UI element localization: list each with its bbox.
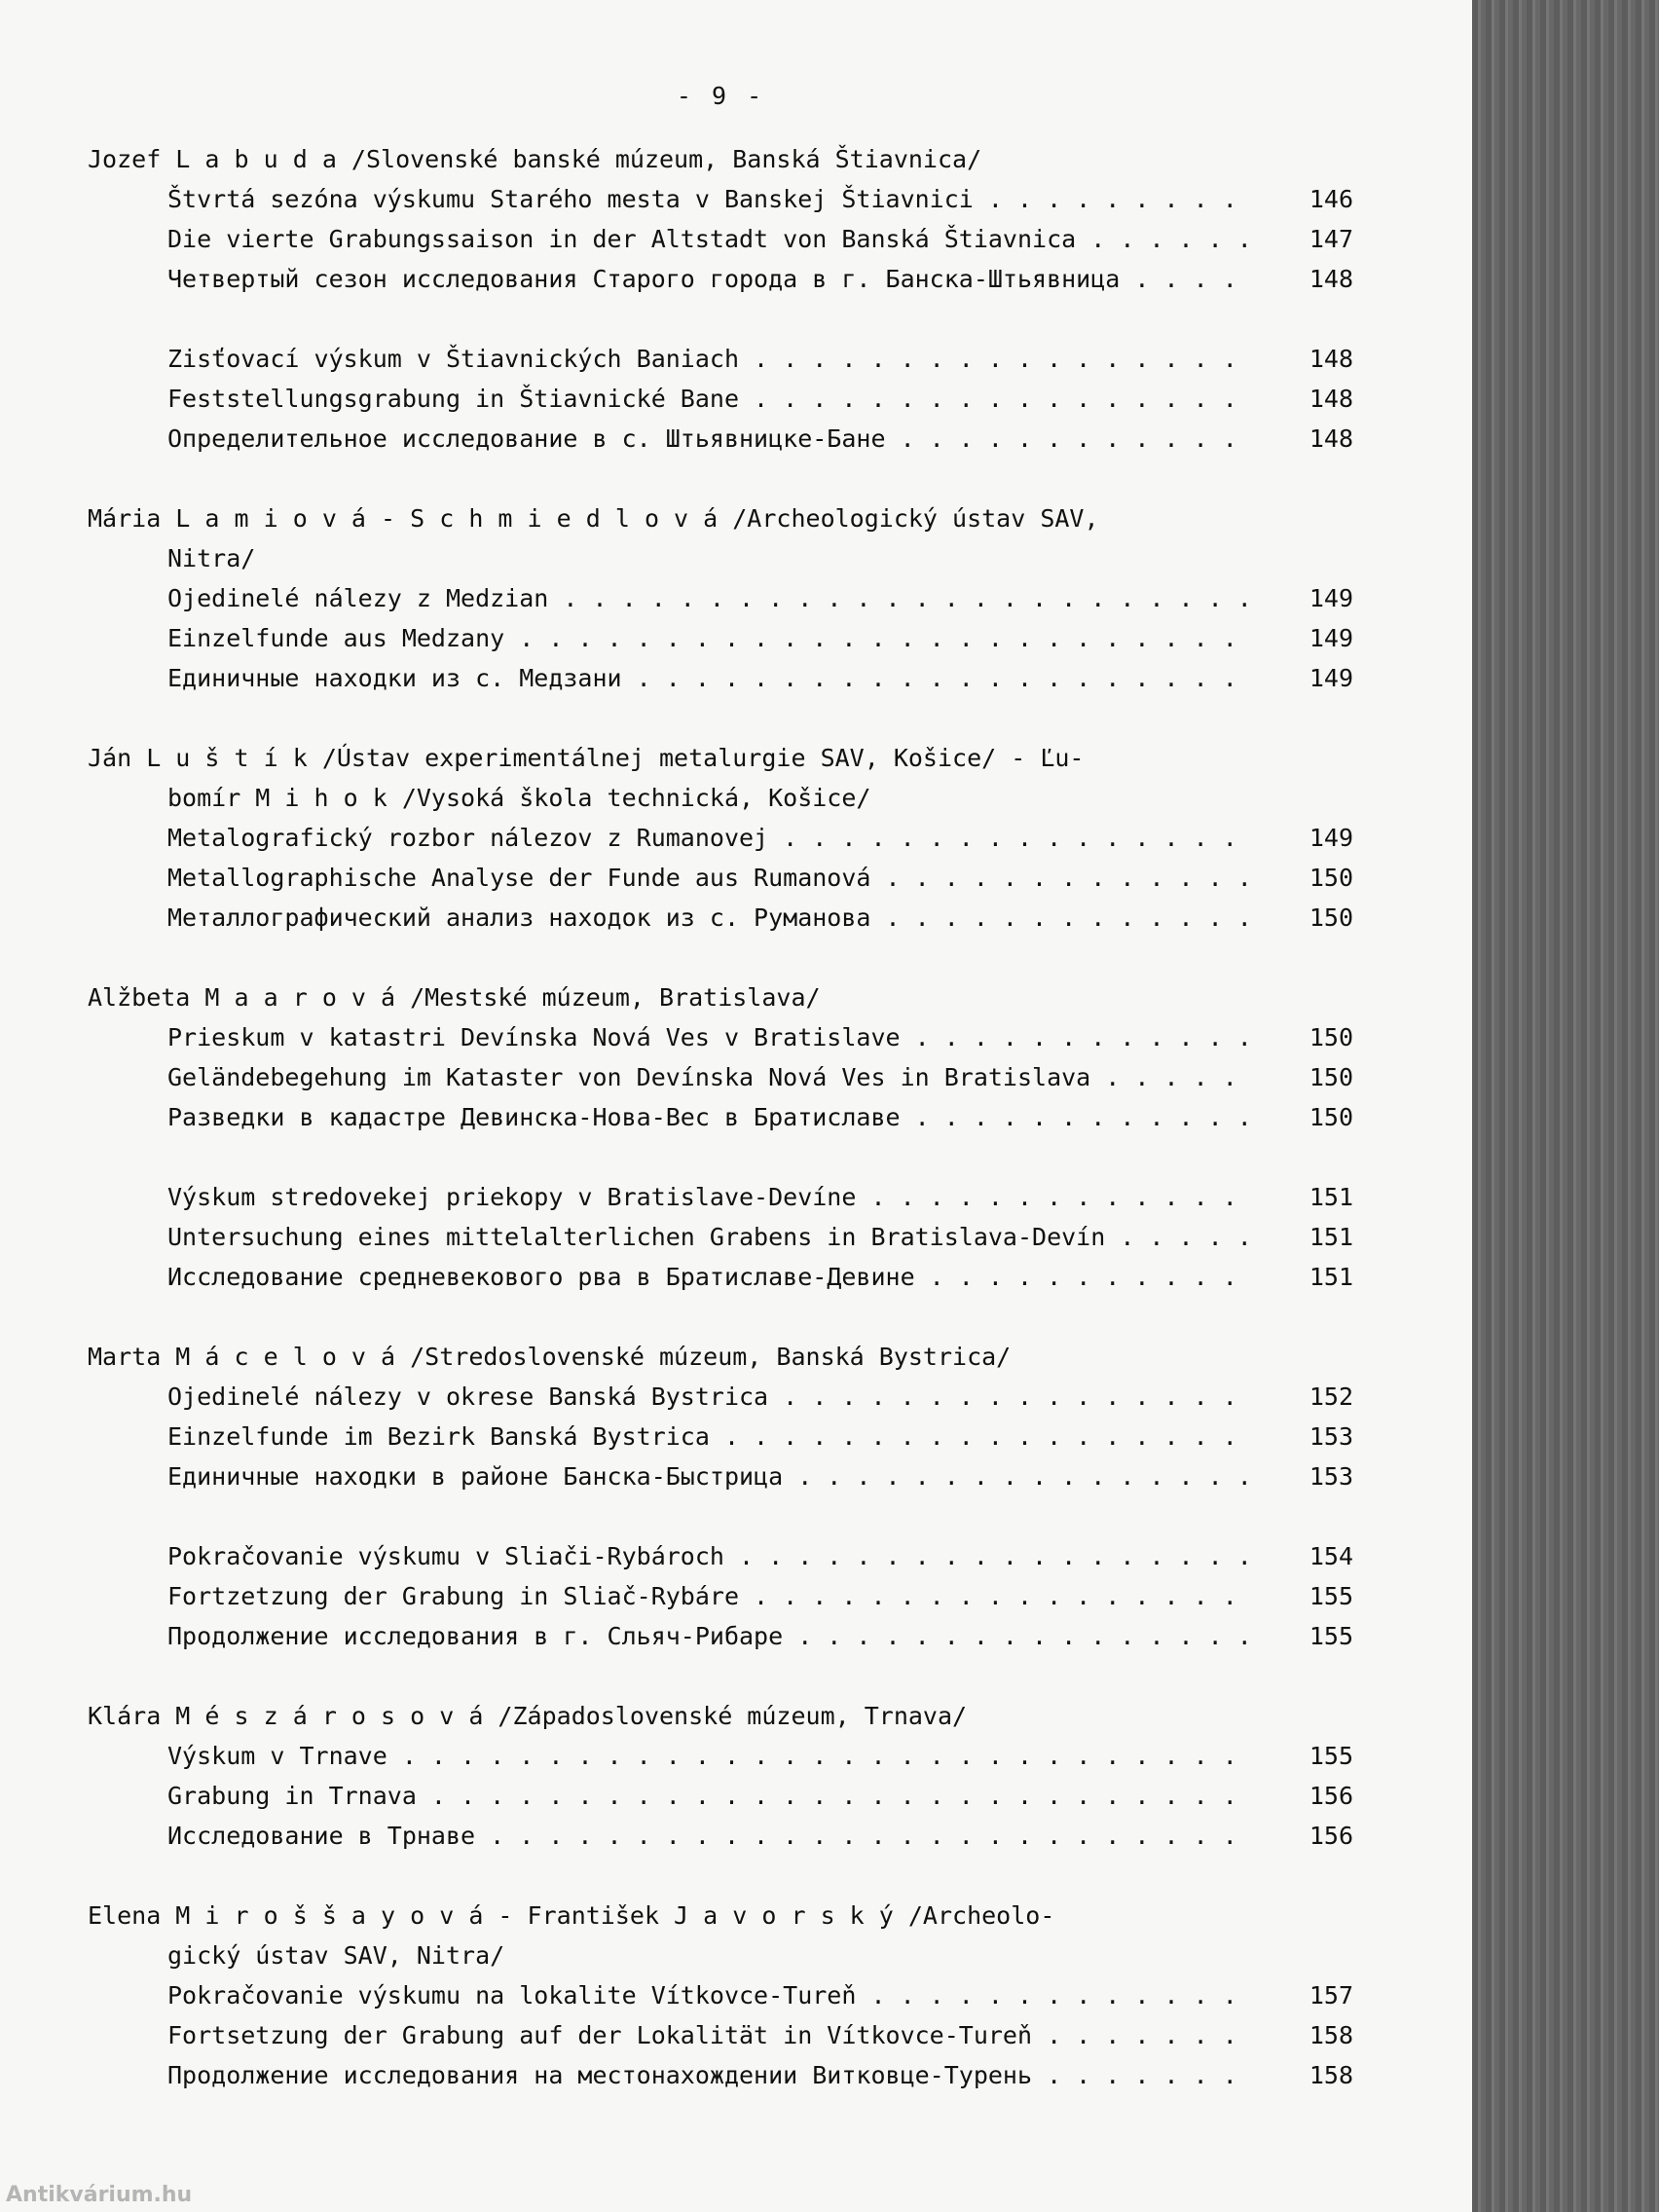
entry-page-number: 151 — [1309, 1263, 1353, 1291]
entry-page-number: 155 — [1309, 1582, 1353, 1610]
toc-section — [88, 1337, 1353, 1656]
entry-title: Разведки в кадастре Девинска-Нова-Вес в Братиславе . . . — [167, 1097, 1246, 1137]
entry-page-number: 152 — [1309, 1382, 1353, 1411]
entry-page-number: 156 — [1309, 1822, 1353, 1850]
author-text: Marta M á c e l o v á /Stredoslovenské múzeum, Banská Bystrica/ — [88, 1343, 1012, 1371]
entry-title: Výskum stredovekej priekopy v Bratislave-Devíne . . . — [167, 1177, 1246, 1217]
author-text: Jozef L a b u d a /Slovenské banské múzeum, Banská Štiavnica/ — [88, 145, 982, 173]
entry-title: Štvrtá sezóna výskumu Starého mesta v Banskej Štiavnici . . . — [167, 179, 1246, 219]
entry-title: Исследование средневекового рва в Братиславе-Девине . . . — [167, 1257, 1246, 1297]
author-text: Klára M é s z á r o s o v á /Západoslovenské múzeum, Trnava/ — [88, 1702, 968, 1730]
group-spacer — [88, 299, 1353, 339]
toc-entry — [88, 1097, 1353, 1137]
entry-title: Единичные находки в районе Банска-Быстрица . . . — [167, 1456, 1246, 1496]
entry-title: Ojedinelé nálezy z Medzian . . . — [167, 578, 1246, 618]
toc-entry — [88, 259, 1353, 299]
toc-section — [88, 498, 1353, 698]
entry-page-number: 156 — [1309, 1782, 1353, 1810]
entry-title: Исследование в Трнаве . . . — [167, 1816, 1246, 1856]
toc-section — [88, 1696, 1353, 1856]
entry-title: Ojedinelé nálezy v okrese Banská Bystrica . . . — [167, 1377, 1246, 1417]
entry-title: Grabung in Trnava . . . — [167, 1776, 1246, 1816]
entry-page-number: 155 — [1309, 1742, 1353, 1770]
entry-page-number: 150 — [1309, 864, 1353, 892]
entry-title: Определительное исследование в с. Штьявницке-Бане . . . — [167, 419, 1246, 459]
toc-entry — [88, 1576, 1353, 1616]
entry-page-number: 149 — [1309, 824, 1353, 852]
toc-section — [88, 1896, 1353, 2095]
entry-title: Единичные находки из с. Медзани . . . — [167, 658, 1246, 698]
author-text: Ján L u š t í k /Ústav experimentálnej metalurgie SAV, Košice/ - Ľu- — [88, 744, 1085, 772]
toc-section — [88, 977, 1353, 1297]
toc-entry — [88, 1816, 1353, 1856]
toc-sections — [88, 139, 1353, 2095]
author-text-continued: bomír M i h o k /Vysoká škola technická, Košice/ — [167, 784, 871, 812]
toc-entry — [88, 1217, 1353, 1257]
toc-entry — [88, 618, 1353, 658]
toc-content — [88, 76, 1353, 2135]
toc-entry — [88, 1057, 1353, 1097]
toc-entry — [88, 1417, 1353, 1456]
entry-page-number: 155 — [1309, 1622, 1353, 1650]
toc-entry — [88, 339, 1353, 379]
entry-page-number: 148 — [1309, 385, 1353, 413]
background-surface — [1472, 0, 1659, 2212]
entry-page-number: 147 — [1309, 225, 1353, 253]
entry-title: Продолжение исследования на местонахождении Витковце-Турень . . . — [167, 2055, 1246, 2095]
entry-title: Zisťovací výskum v Štiavnických Baniach . . . — [167, 339, 1246, 379]
entry-page-number: 149 — [1309, 664, 1353, 692]
entry-title: Výskum v Trnave . . . — [167, 1736, 1246, 1776]
toc-entry — [88, 1536, 1353, 1576]
entry-page-number: 158 — [1309, 2021, 1353, 2049]
toc-entry — [88, 1017, 1353, 1057]
entry-title: Einzelfunde im Bezirk Banská Bystrica . . . — [167, 1417, 1246, 1456]
entry-page-number: 149 — [1309, 624, 1353, 652]
entry-title: Pokračovanie výskumu na lokalite Vítkovce-Tureň . . . — [167, 1975, 1246, 2015]
author-line — [88, 1696, 1353, 1736]
page-number: - 9 - — [676, 82, 765, 110]
entry-page-number: 148 — [1309, 424, 1353, 453]
entry-page-number: 148 — [1309, 345, 1353, 373]
entry-page-number: 149 — [1309, 584, 1353, 612]
toc-entry — [88, 1776, 1353, 1816]
author-text: Alžbeta M a a r o v á /Mestské múzeum, Bratislava/ — [88, 983, 821, 1012]
author-line — [88, 1337, 1353, 1377]
author-text: Mária L a m i o v á - S c h m i e d l o v á /Archeologický ústav SAV, — [88, 504, 1099, 533]
toc-entry — [88, 419, 1353, 459]
entry-page-number: 148 — [1309, 265, 1353, 293]
entry-title: Metallographische Analyse der Funde aus Rumanová . . . — [167, 858, 1246, 898]
entry-title: Einzelfunde aus Medzany . . . — [167, 618, 1246, 658]
toc-entry — [88, 1736, 1353, 1776]
author-line — [88, 498, 1353, 578]
toc-section — [88, 738, 1353, 938]
author-line — [88, 977, 1353, 1017]
entry-title: Четвертый сезон исследования Старого города в г. Банска-Штьявница . . . — [167, 259, 1246, 299]
toc-entry — [88, 1257, 1353, 1297]
group-spacer — [88, 1137, 1353, 1177]
author-line — [88, 1896, 1353, 1975]
entry-title: Geländebegehung im Kataster von Devínska Nová Ves in Bratislava . . . — [167, 1057, 1246, 1097]
author-line — [88, 738, 1353, 818]
toc-entry — [88, 578, 1353, 618]
author-line — [88, 139, 1353, 179]
toc-entry — [88, 658, 1353, 698]
entry-page-number: 150 — [1309, 903, 1353, 932]
toc-entry — [88, 1377, 1353, 1417]
toc-entry — [88, 1975, 1353, 2015]
entry-page-number: 151 — [1309, 1223, 1353, 1251]
entry-title: Pokračovanie výskumu v Sliači-Rybároch . . . — [167, 1536, 1246, 1576]
toc-entry — [88, 379, 1353, 419]
entry-page-number: 153 — [1309, 1462, 1353, 1491]
author-text-continued: gický ústav SAV, Nitra/ — [167, 1941, 505, 1970]
entry-title: Feststellungsgrabung in Štiavnické Bane . . . — [167, 379, 1246, 419]
entry-title: Prieskum v katastri Devínska Nová Ves v Bratislave . . . — [167, 1017, 1246, 1057]
entry-page-number: 153 — [1309, 1422, 1353, 1451]
toc-entry — [88, 2055, 1353, 2095]
toc-entry — [88, 1177, 1353, 1217]
toc-entry — [88, 858, 1353, 898]
entry-page-number: 157 — [1309, 1981, 1353, 2009]
entry-title: Die vierte Grabungssaison in der Altstadt von Banská Štiavnica . . . — [167, 219, 1246, 259]
entry-title: Untersuchung eines mittelalterlichen Grabens in Bratislava-Devín . . . — [167, 1217, 1246, 1257]
toc-section — [88, 139, 1353, 459]
entry-title: Metalografický rozbor nálezov z Rumanovej . . . — [167, 818, 1246, 858]
entry-page-number: 158 — [1309, 2061, 1353, 2089]
toc-entry — [88, 818, 1353, 858]
toc-entry — [88, 2015, 1353, 2055]
toc-entry — [88, 219, 1353, 259]
entry-title: Металлографический анализ находок из с. Руманова . . . — [167, 898, 1246, 938]
entry-page-number: 150 — [1309, 1103, 1353, 1131]
author-text-continued: Nitra/ — [167, 544, 256, 572]
watermark: Antikvárium.hu — [6, 2183, 193, 2207]
entry-title: Fortzetzung der Grabung in Sliač-Rybáre . . . — [167, 1576, 1246, 1616]
entry-page-number: 146 — [1309, 185, 1353, 213]
toc-entry — [88, 1616, 1353, 1656]
entry-page-number: 154 — [1309, 1542, 1353, 1570]
entry-title: Продолжение исследования в г. Сльяч-Рибаре . . . — [167, 1616, 1246, 1656]
entry-page-number: 150 — [1309, 1023, 1353, 1051]
entry-page-number: 150 — [1309, 1063, 1353, 1091]
group-spacer — [88, 1496, 1353, 1536]
toc-entry — [88, 1456, 1353, 1496]
author-text: Elena M i r o š š a y o v á - František J a v o r s k ý /Archeolo- — [88, 1901, 1055, 1930]
entry-title: Fortsetzung der Grabung auf der Lokalität in Vítkovce-Tureň . . . — [167, 2015, 1246, 2055]
toc-entry — [88, 898, 1353, 938]
entry-page-number: 151 — [1309, 1183, 1353, 1211]
toc-entry — [88, 179, 1353, 219]
